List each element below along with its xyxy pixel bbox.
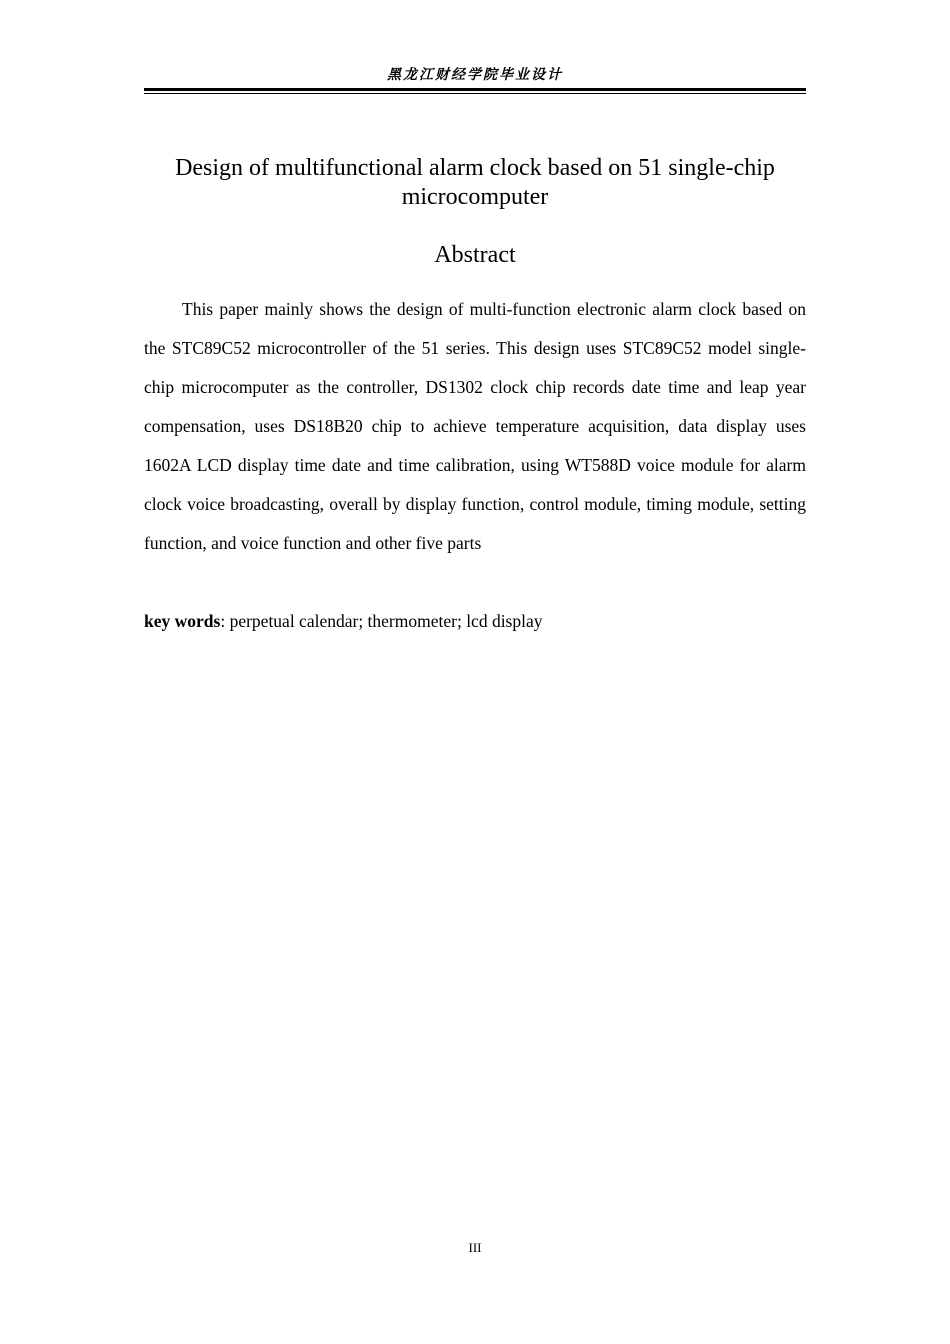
running-header: 黑龙江财经学院毕业设计: [387, 67, 563, 83]
header-rule-thick: [144, 88, 806, 91]
keywords-label: key words: [144, 611, 221, 631]
page-number: III: [468, 1240, 482, 1255]
keywords-line: [144, 608, 806, 634]
keywords-separator: :: [220, 611, 226, 631]
document-title: Design of multifunctional alarm clock based on 51 single-chip microcomputer: [175, 155, 775, 210]
header-rule-thin: [144, 93, 806, 94]
abstract-heading: Abstract: [434, 242, 516, 268]
abstract-body: This paper mainly shows the design of multi-function electronic alarm clock based on the STC89C52 microcontroller of the 51 series. This design uses STC89C52 model single-chip microcomputer as the controller, DS1302 clock chip records date time and leap year compensation, uses DS18B20 chip to achieve temperature acquisition, data display uses 1602A LCD display time date and time calibration, using WT588D voice module for alarm clock voice broadcasting, overall by display function, control module, timing module, setting function, and voice function and other five parts: [144, 299, 806, 553]
keywords-value: perpetual calendar; thermometer; lcd display: [225, 611, 543, 631]
